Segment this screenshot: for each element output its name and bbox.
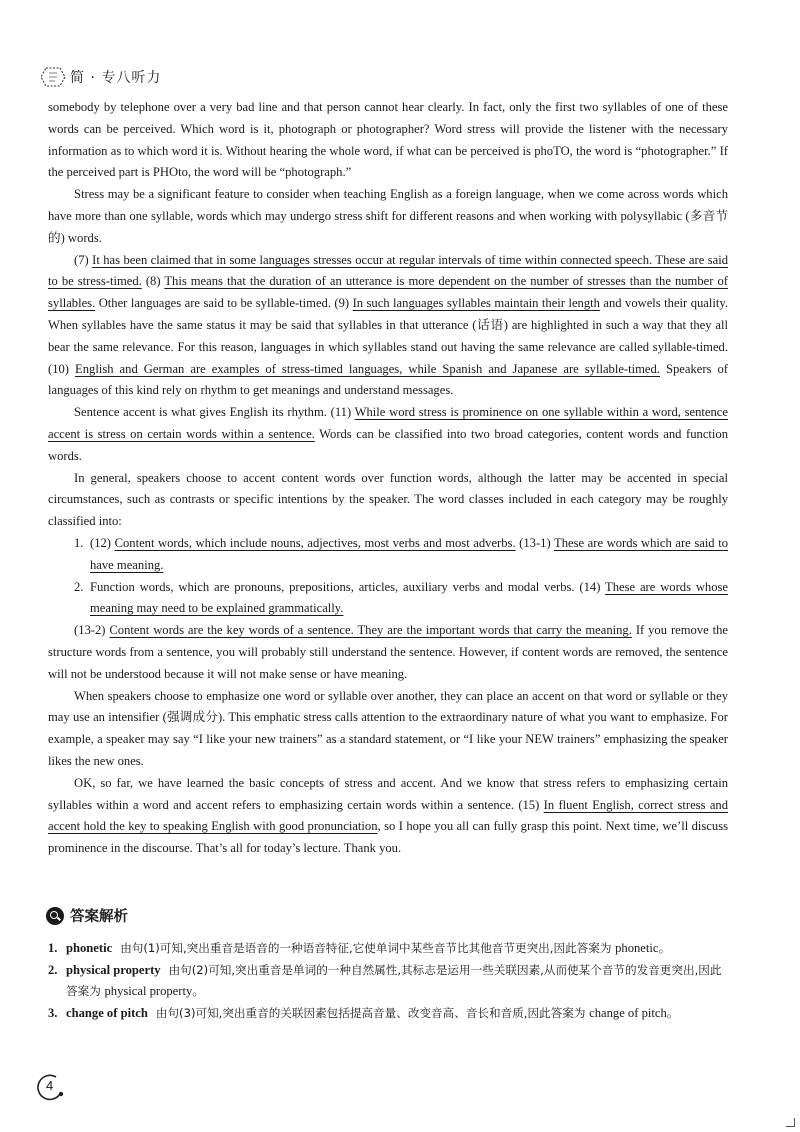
page-number: 4 <box>46 1078 54 1093</box>
list-number: 1. <box>74 535 84 550</box>
list-item <box>48 533 728 577</box>
answer-item <box>48 938 728 960</box>
answer-number: 3. <box>48 1005 58 1020</box>
paragraph <box>48 402 728 467</box>
page-number-badge <box>36 1072 66 1102</box>
text-run: Function words, which are pronouns, prepositions, articles, auxiliary verbs and modal verbs. (14) <box>90 579 606 594</box>
paragraph <box>48 620 728 685</box>
text-run: (13-2) <box>74 623 110 638</box>
answer-keyword: change of pitch <box>66 1005 148 1020</box>
underlined-key-sentence: In such languages syllables maintain their length <box>352 296 600 311</box>
text-run: (7) <box>74 252 93 267</box>
text-run: Speakers of languages of this kind rely on rhythm to get meanings and understand messages. <box>48 361 729 398</box>
answer-keyword: physical property <box>66 962 161 977</box>
underlined-key-sentence: It has been claimed that in some languages stresses occur at regular intervals of time within connected speech. These are said to be stress-timed. <box>48 252 728 289</box>
answer-explanation: 由句(3)可知,突出重音的关联因素包括提高音量、改变音高、音长和音质,因此答案为 <box>155 1005 590 1020</box>
underlined-key-sentence: Content words are the key words of a sentence. They are the important words that carry the meaning. <box>109 623 632 638</box>
text-run: Stress may be a significant feature to consider when teaching English as a foreign language, when we come across words which have more than one syllable, words which may undergo stress shift for different reasons and when working with polysyllabic (多音节的) words. <box>48 187 728 245</box>
paragraph <box>48 468 728 533</box>
text-run: Sentence accent is what gives English its rhythm. (11) <box>74 405 355 420</box>
answer-tail: physical property。 <box>104 984 205 999</box>
paragraph <box>48 250 728 403</box>
text-run: (8) <box>141 274 165 289</box>
underlined-key-sentence: In fluent English, correct stress and accent hold the key to speaking English with good pronunciation <box>48 797 728 834</box>
text-run: and vowels their quality. When syllables have the same status it may be said that syllables in that utterance (话语) are highlighted in such a way that they all bear the same relevance. For this reason, languages in which syllables stand out having the same relevance are called syllable-timed. (10) <box>48 296 728 376</box>
text-run: somebody by telephone over a very bad line and that person cannot hear clearly. In fact, only the first two syllables of one of these words can be perceived. Which word is it, photograph or photographer? Word stress will provide the listener with the necessary information as to which word it is. Without hearing the whole word, if what can be perceived is phoTO, the word is “photographer.” If the perceived part is PHOto, the word will be “photograph.” <box>48 100 728 180</box>
answer-number: 1. <box>48 941 58 955</box>
text-run: In general, speakers choose to accent content words over function words, although the latter may be accented in special circumstances, such as contrasts or specific intentions by the speaker. The word classes included in each category may be roughly classified into: <box>48 470 728 529</box>
page-header <box>40 64 161 90</box>
book-logo-icon <box>40 66 66 88</box>
underlined-key-sentence: These are words whose meaning may need to be explained grammatically. <box>90 579 729 616</box>
answer-tail: phonetic。 <box>615 941 672 955</box>
answer-list <box>48 938 728 1024</box>
lecture-transcript <box>48 97 728 860</box>
answer-number: 2. <box>48 962 58 977</box>
underlined-key-sentence: Content words, which include nouns, adjectives, most verbs and most adverbs. <box>114 535 516 550</box>
text-run: When speakers choose to emphasize one word or syllable over another, they can place an accent on that word or syllable or they may use an intensifier (强调成分). This emphatic stress calls attention to the extraordinary nature of what you want to emphasize. For example, a speaker may say “I like your new trainers” as a standard statement, or “I like your NEW trainers” emphasizing the speaker likes the new ones. <box>48 688 728 768</box>
answer-tail: change of pitch。 <box>589 1005 680 1020</box>
text-run: OK, so far, we have learned the basic concepts of stress and accent. And we know that stress refers to emphasizing certain syllables within a word and accent refers to emphasizing certain words within a sentence. (15) <box>48 775 728 812</box>
underlined-key-sentence: While word stress is prominence on one syllable within a word, sentence accent is stress on certain words within a sentence. <box>48 405 728 441</box>
text-run: Other languages are said to be syllable-timed. (9) <box>95 296 353 311</box>
text-run: (12) <box>90 535 115 550</box>
answer-keyword: phonetic <box>66 941 113 955</box>
text-run: (13-1) <box>515 535 555 550</box>
text-run: If you remove the structure words from a sentence, you will probably still understand the sentence. However, if content words are removed, the sentence will not be understood because it will not make sense or have meaning. <box>48 623 729 681</box>
magnifier-icon <box>46 907 64 925</box>
paragraph <box>48 97 728 184</box>
answer-explanation: 由句(2)可知,突出重音是单词的一种自然属性,其标志是运用一些关联因素,从而使某个音节的发音更突出,因此答案为 <box>66 962 722 999</box>
answers-title: 答案解析 <box>70 909 128 925</box>
answer-item <box>48 1003 728 1025</box>
crop-mark <box>786 1118 795 1127</box>
underlined-key-sentence: English and German are examples of stress-timed languages, while Spanish and Japanese are syllable-timed. <box>75 361 660 376</box>
paragraph <box>48 773 728 860</box>
header-title: 简 · 专八听力 <box>70 70 162 86</box>
paragraph <box>48 686 728 773</box>
answer-item <box>48 960 728 1003</box>
answer-explanation: 由句(1)可知,突出重音是语音的一种语音特征,它使单词中某些音节比其他音节更突出,因此答案为 <box>120 941 616 955</box>
list-item <box>48 577 728 621</box>
underlined-key-sentence: This means that the duration of an utterance is more dependent on the number of stresses than the number of syllables. <box>48 274 728 311</box>
underlined-key-sentence: These are words which are said to have meaning. <box>90 535 728 572</box>
list-number: 2. <box>74 579 84 594</box>
text-run: , so I hope you all can fully grasp this point. Next time, we’ll discuss prominence in the discourse. That’s all for today’s lecture. Thank you. <box>48 819 729 856</box>
text-run: Words can be classified into two broad categories, content words and function words. <box>48 426 728 463</box>
answers-heading <box>46 905 128 926</box>
paragraph <box>48 184 728 249</box>
